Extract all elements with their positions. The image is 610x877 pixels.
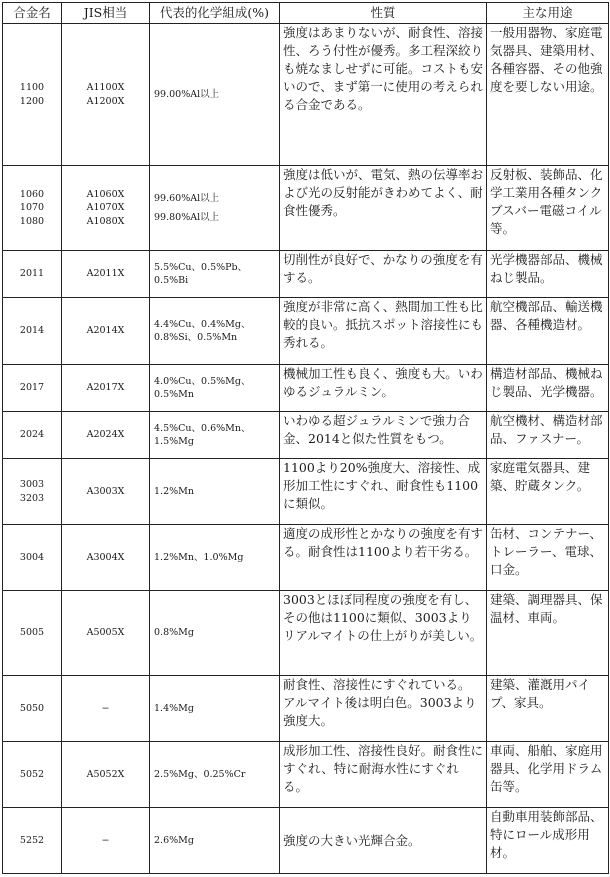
properties-cell: 強度が非常に高く、熱間加工性も比較的良い。抵抗スポット溶接性にも秀れる。 (280, 298, 487, 365)
composition-cell (150, 166, 280, 251)
header-row (3, 3, 609, 24)
composition-text: 1.4%Mg (154, 702, 194, 714)
alloy-name: 2014 (19, 325, 45, 337)
table-row (3, 251, 609, 298)
alloy-cell (3, 676, 62, 742)
jis-code: A1070X (86, 202, 125, 214)
jis-code: A1200X (86, 95, 125, 107)
composition-text: 4.0%Cu、0.5%Mg、 (154, 375, 251, 387)
alloy-name: 1080 (19, 215, 45, 227)
header-uses: 主な用途 (487, 3, 609, 24)
composition-cell (150, 412, 280, 459)
alloy-name: 2011 (19, 268, 45, 280)
jis-cell (62, 525, 150, 591)
uses-cell: 航空機材、構造材部品、ファスナー。 (487, 412, 609, 459)
alloy-cell (3, 365, 62, 412)
composition-text: 0.5%Mn (154, 389, 194, 400)
jis-code: − (101, 834, 110, 846)
composition-cell (150, 591, 280, 676)
jis-code: A1080X (86, 215, 125, 227)
table-row (3, 591, 609, 676)
jis-code: A2011X (86, 268, 125, 280)
composition-text: 99.60%Al以上 (154, 192, 220, 204)
uses-cell: 構造材部品、機械ねじ製品、光学機器。 (487, 365, 609, 412)
jis-cell (62, 591, 150, 676)
alloy-cell (3, 166, 62, 251)
table-row (3, 676, 609, 742)
composition-text: 99.80%Al以上 (154, 212, 220, 223)
alloy-name: 3003 (19, 479, 45, 491)
uses-cell: 光学機器部品、機械ねじ製品。 (487, 251, 609, 298)
properties-cell: 機械加工性も良く、強度も大。いわゆるジュラルミン。 (280, 365, 487, 412)
alloy-name: 3203 (19, 492, 45, 504)
uses-cell: 一般用器物、家庭電気器具、建築用材、各種容器、その他強度を要しない用途。 (487, 24, 609, 166)
table-row (3, 742, 609, 808)
uses-cell: 建築、調理器具、保温材、車両。 (487, 591, 609, 676)
jis-cell (62, 808, 150, 874)
jis-code: A3003X (86, 485, 125, 497)
header-alloy-name: 合金名 (3, 3, 62, 24)
jis-cell (62, 24, 150, 166)
properties-cell: 3003とほぼ同程度の強度を有し、その他は1100に類似、3003よりリアルマイトの仕上がりが美しい。 (280, 591, 487, 676)
jis-code: A1060X (86, 189, 125, 201)
jis-cell (62, 412, 150, 459)
composition-text: 2.5%Mg、0.25%Cr (154, 768, 246, 780)
table-row (3, 298, 609, 365)
jis-code: A1100X (86, 82, 125, 94)
alloy-name: 5252 (19, 834, 45, 846)
alloy-cell (3, 808, 62, 874)
table-row (3, 459, 609, 525)
table-row (3, 24, 609, 166)
table-row (3, 166, 609, 251)
header-properties: 性質 (280, 3, 487, 24)
alloy-name: 5050 (19, 702, 45, 714)
properties-cell: 切削性が良好で、かなりの強度を有する。 (280, 251, 487, 298)
composition-cell (150, 298, 280, 365)
properties-cell: 適度の成形性とかなりの強度を有する。耐食性は1100より若干劣る。 (280, 525, 487, 591)
composition-text: 0.8%Si、0.5%Mn (154, 332, 238, 343)
uses-cell: 建築、灌漑用パイプ、家具。 (487, 676, 609, 742)
composition-text: 2.6%Mg (154, 834, 194, 846)
properties-cell: 1100より20%強度大、溶接性、成形加工性にすぐれ、耐食性も1100に類似。 (280, 459, 487, 525)
jis-code: A5052X (86, 768, 125, 780)
jis-cell (62, 365, 150, 412)
jis-cell (62, 676, 150, 742)
alloy-name: 1100 (19, 82, 45, 94)
composition-text: 4.4%Cu、0.4%Mg、 (154, 318, 251, 330)
composition-cell (150, 525, 280, 591)
table-row (3, 365, 609, 412)
alloy-cell (3, 591, 62, 676)
alloy-table (2, 2, 609, 874)
composition-cell (150, 24, 280, 166)
jis-cell (62, 166, 150, 251)
alloy-cell (3, 298, 62, 365)
properties-cell: 強度は低いが、電気、熱の伝導率および光の反射能がきわめてよく、耐食性優秀。 (280, 166, 487, 251)
composition-cell (150, 808, 280, 874)
table-row (3, 808, 609, 874)
composition-cell (150, 676, 280, 742)
uses-cell: 車両、船舶、家庭用器具、化学用ドラム缶等。 (487, 742, 609, 808)
alloy-name: 1200 (19, 95, 45, 107)
alloy-cell (3, 525, 62, 591)
jis-code: A2014X (86, 325, 125, 337)
uses-cell: 反射板、装飾品、化学工業用各種タンクブスバー電磁コイル等。 (487, 166, 609, 251)
jis-cell (62, 251, 150, 298)
composition-text: 0.8%Mg (154, 627, 194, 639)
header-composition: 代表的化学組成(%) (150, 3, 280, 24)
jis-cell (62, 298, 150, 365)
uses-cell: 航空機部品、輸送機器、各種機造材。 (487, 298, 609, 365)
table-row (3, 525, 609, 591)
alloy-cell (3, 412, 62, 459)
properties-cell: 強度の大きい光輝合金。 (280, 808, 487, 874)
composition-text: 99.00%Al以上 (154, 88, 220, 100)
alloy-cell (3, 251, 62, 298)
alloy-cell (3, 742, 62, 808)
alloy-name: 2017 (19, 382, 45, 394)
table-row (3, 412, 609, 459)
alloy-name: 1060 (19, 189, 45, 201)
alloy-name: 5005 (19, 627, 45, 639)
properties-cell: 強度はあまりないが、耐食性、溶接性、ろう付性が優秀。多工程深絞りも焼なましせずに可能。コストも安いので、まず第一に使用の考えられる合金である。 (280, 24, 487, 166)
properties-cell: 耐食性、溶接性にすぐれている。アルマイト後は明白色。3003より強度大。 (280, 676, 487, 742)
jis-code: A5005X (86, 627, 125, 639)
uses-cell: 自動車用装飾部品、特にロール成形用材。 (487, 808, 609, 874)
composition-cell (150, 365, 280, 412)
composition-text: 1.2%Mn、1.0%Mg (154, 551, 244, 563)
jis-code: − (101, 702, 110, 714)
composition-cell (150, 251, 280, 298)
properties-cell: 成形加工性、溶接性良好。耐食性にすぐれ、特に耐海水性にすぐれる。 (280, 742, 487, 808)
composition-text: 1.5%Mg (154, 436, 194, 447)
alloy-name: 2024 (19, 429, 45, 441)
alloy-cell (3, 459, 62, 525)
jis-code: A2017X (86, 382, 125, 394)
alloy-name: 1070 (19, 202, 45, 214)
composition-text: 4.5%Cu、0.6%Mn、 (154, 422, 251, 434)
uses-cell: 家庭電気器具、建築、貯蔵タンク。 (487, 459, 609, 525)
jis-code: A3004X (86, 551, 125, 563)
jis-cell (62, 459, 150, 525)
composition-text: 5.5%Cu、0.5%Pb、 (154, 261, 248, 273)
composition-cell (150, 459, 280, 525)
alloy-name: 3004 (19, 551, 45, 563)
alloy-name: 5052 (19, 768, 45, 780)
header-jis-equivalent: JIS相当 (62, 3, 150, 24)
composition-text: 0.5%Bi (154, 275, 189, 286)
composition-text: 1.2%Mn (154, 485, 194, 497)
jis-cell (62, 742, 150, 808)
alloy-cell (3, 24, 62, 166)
properties-cell: いわゆる超ジュラルミンで強力合金、2014と似た性質をもつ。 (280, 412, 487, 459)
uses-cell: 缶材、コンテナー、トレーラー、電球、口金。 (487, 525, 609, 591)
jis-code: A2024X (86, 429, 125, 441)
composition-cell (150, 742, 280, 808)
